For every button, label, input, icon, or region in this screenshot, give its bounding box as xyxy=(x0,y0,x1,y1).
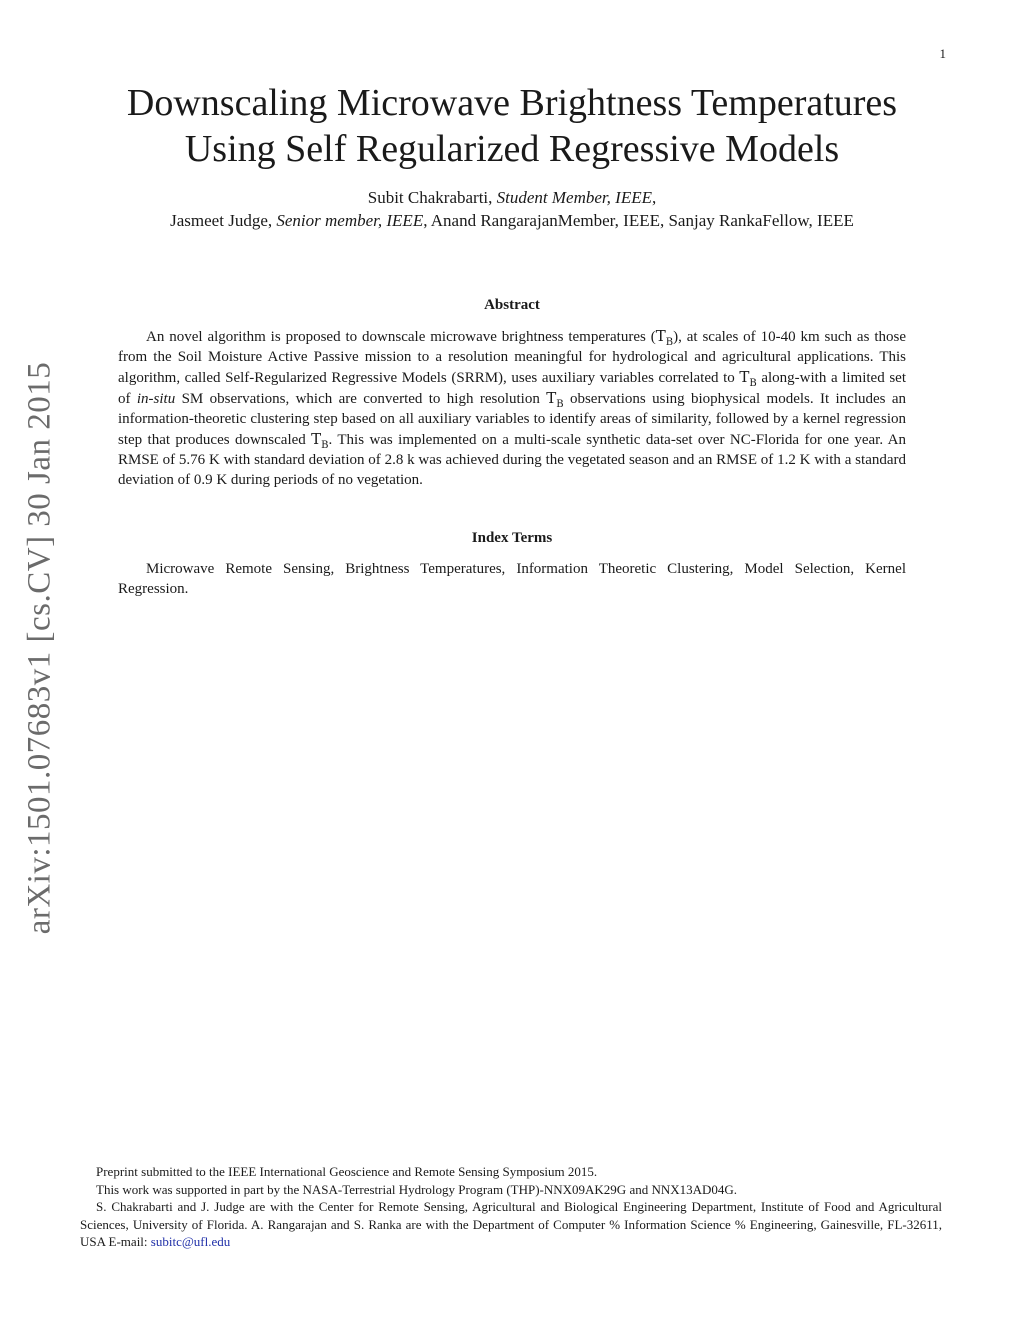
footnote-affiliation xyxy=(80,1198,942,1251)
tb-symbol: $T_B$ xyxy=(311,430,329,451)
abstract-heading: Abstract xyxy=(484,297,540,313)
abstract-text xyxy=(118,326,906,490)
footnote-support: This work was supported in part by the NASA-Terrestrial Hydrology Program (THP)-NNX09AK29G and NNX13AD04G. xyxy=(96,1181,738,1197)
abstract-segment: An novel algorithm is proposed to downscale microwave brightness temperatures ( xyxy=(146,329,656,345)
paper-title xyxy=(60,80,964,172)
tb-symbol: $T_B$ xyxy=(739,368,757,389)
abstract-segment: SM observations, which are converted to high resolution xyxy=(175,391,547,407)
page-number: 1 xyxy=(939,46,946,61)
email-link[interactable]: subitc@ufl.edu xyxy=(150,1234,231,1249)
affiliation-text: S. Chakrabarti and J. Judge are with the Center for Remote Sensing, Agricultural and Biological Engineering Department, Institute of Food and Agricultural Sciences, University of Florida. A. Rangarajan and S. Ranka are with the Department of Computer % Information Science % Engineering, Gainesville, FL-32611, USA E-mail: xyxy=(80,1199,942,1249)
title-line-1: Downscaling Microwave Brightness Temperatures xyxy=(126,82,898,124)
abstract-segment: ), at scales of 10-40 km such as those from the Soil Moisture Active Passive mission to a resolution meaningful for hydrological and agricultural applications. This algorithm, called Self-Regularized Regressive Models (SRRM), uses auxiliary variables correlated to xyxy=(118,329,906,386)
author-line-1 xyxy=(40,186,984,209)
abstract-segment: along-with a limited set of xyxy=(118,370,906,407)
tb-symbol: $T_B$ xyxy=(546,389,564,410)
author-name: Jasmeet Judge, xyxy=(170,211,273,230)
author-membership: Senior member, IEEE xyxy=(276,211,424,230)
index-terms-text: Microwave Remote Sensing, Brightness Temperatures, Information Theoretic Clustering, Model Selection, Kernel Regression. xyxy=(118,561,906,597)
tb-symbol: $T_B$ xyxy=(655,327,674,348)
author-block xyxy=(40,186,984,232)
title-line-2: Using Self Regularized Regressive Models xyxy=(184,128,840,170)
abstract-segment: . This was implemented on a multi-scale synthetic data-set over NC-Florida for one year. An RMSE of 5.76 K with standard deviation of 2.8 k was achieved during the vegetated season and an RMSE of 1.2 K with a standard deviation of 0.9 K during periods of no vegetation. xyxy=(118,432,906,488)
in-situ-term: in-situ xyxy=(136,391,176,407)
author-membership: Student Member, IEEE xyxy=(496,188,652,207)
author-name: Subit Chakrabarti, xyxy=(367,188,493,207)
index-terms-heading: Index Terms xyxy=(471,530,553,546)
footnote-preprint: Preprint submitted to the IEEE International Geoscience and Remote Sensing Symposium 2015. xyxy=(96,1164,598,1179)
author-names-rest: , Anand RangarajanMember, IEEE, Sanjay RankaFellow, IEEE xyxy=(423,211,854,230)
footnotes xyxy=(80,1163,942,1251)
arxiv-identifier-stamp: arXiv:1501.07683v1 [cs.CV] 30 Jan 2015 xyxy=(21,361,58,935)
author-line-2 xyxy=(40,209,984,232)
author-punctuation: , xyxy=(651,188,657,207)
abstract-segment: observations using biophysical models. It includes an information-theoretic clustering step based on all auxiliary variables to identify areas of similarity, followed by a kernel regression step that produces downscaled xyxy=(118,391,907,448)
